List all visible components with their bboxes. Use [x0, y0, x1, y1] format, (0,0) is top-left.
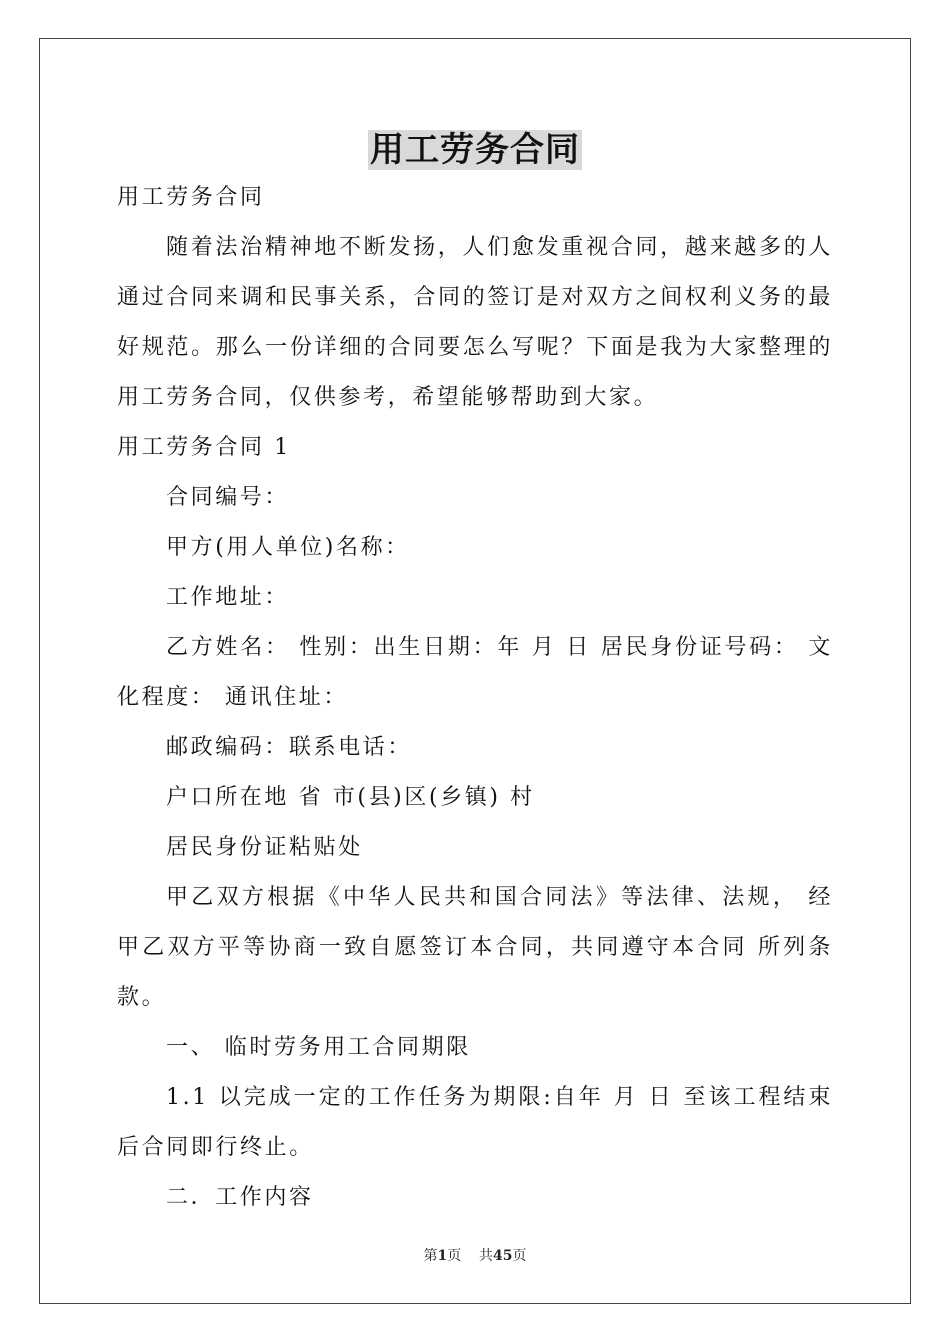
footer-page-current: 1 — [437, 1248, 448, 1264]
paragraph-contract-number: 合同编号： — [166, 485, 290, 510]
footer-page-prefix: 第 — [423, 1248, 438, 1264]
paragraph-section-one-heading: 一、 临时劳务用工合同期限 — [166, 1035, 471, 1060]
paragraph-clause-1-1: 1.1 以完成一定的工作任务为期限:自年 月 日 至该工程结束后合同即行终止。 — [117, 1085, 833, 1160]
footer-total-suffix: 页 — [512, 1248, 527, 1264]
paragraph-postal-phone: 邮政编码：联系电话： — [166, 735, 413, 760]
footer-page-total: 45 — [493, 1248, 513, 1264]
paragraph-intro: 随着法治精神地不断发扬，人们愈发重视合同，越来越多的人通过合同来调和民事关系，合同的签订是对双方之间权利义务的最好规范。那么一份详细的合同要怎么写呢？下面是我为大家整理的用工劳务合同，仅供参考，希望能够帮助到大家。 — [117, 235, 833, 410]
paragraph-work-address: 工作地址： — [166, 585, 290, 610]
paragraph-household-registration: 户口所在地 省 市(县)区(乡镇) 村 — [166, 785, 535, 810]
paragraph-party-b-info: 乙方姓名： 性别：出生日期：年 月 日 居民身份证号码： 文化程度： 通讯住址： — [117, 635, 833, 710]
footer-page-suffix: 页 — [447, 1248, 462, 1264]
paragraph-section-two-heading: 二．工作内容 — [166, 1185, 314, 1210]
page-footer — [0, 1245, 950, 1265]
paragraph-agreement-basis: 甲乙双方根据《中华人民共和国合同法》等法律、法规， 经甲乙双方平等协商一致自愿签订本合同，共同遵守本合同 所列条款。 — [117, 885, 833, 1010]
document-title — [0, 122, 950, 171]
document-body — [117, 173, 833, 1223]
paragraph-subtitle: 用工劳务合同 — [117, 185, 265, 210]
footer-total-prefix: 共 — [479, 1248, 494, 1264]
paragraph-party-a-name: 甲方(用人单位)名称： — [166, 535, 410, 560]
paragraph-contract-heading: 用工劳务合同 1 — [117, 435, 291, 460]
paragraph-id-card-paste: 居民身份证粘贴处 — [166, 835, 363, 860]
document-title-text: 用工劳务合同 — [370, 130, 580, 170]
